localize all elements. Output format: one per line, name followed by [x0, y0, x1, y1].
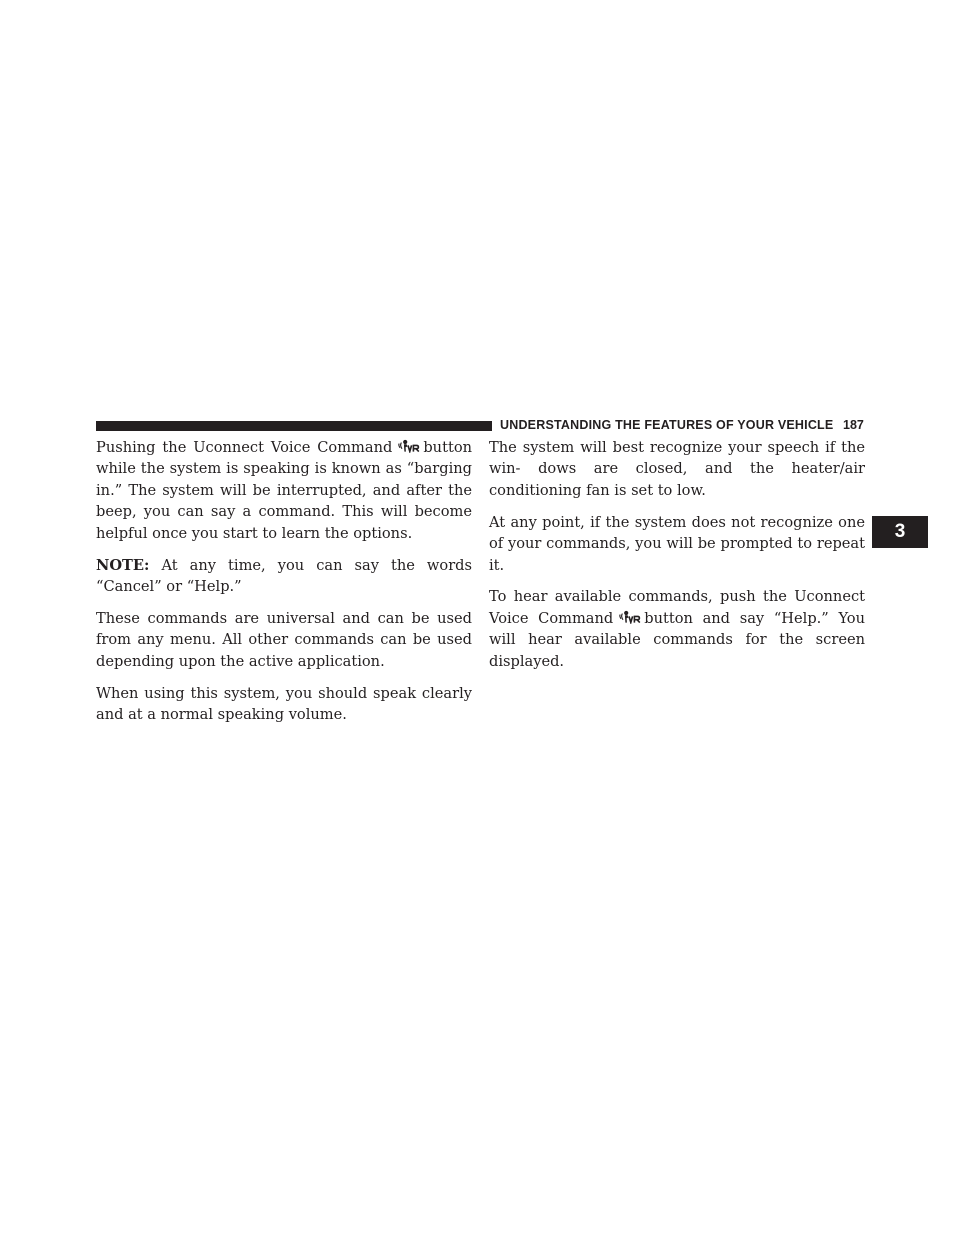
paragraph-text: button and say “Help.” You will hear available commands for the screen displayed.: [489, 609, 865, 670]
page-number: 187: [843, 418, 864, 432]
paragraph-universal-commands: These commands are universal and can be used from any menu. All other commands can be used depending upon the active application.: [96, 609, 472, 670]
paragraph-speak-clearly: When using this system, you should speak clearly and at a normal speaking volume.: [96, 684, 472, 723]
voice-command-icon: [618, 610, 642, 624]
paragraph-text: Pushing the Uconnect Voice Command: [96, 439, 393, 456]
voice-command-icon: [397, 439, 421, 453]
chapter-tab: 3: [872, 516, 928, 548]
paragraph-barging-in: [96, 437, 472, 544]
paragraph-recognize-speech: The system will best recognize your speech if the win- dows are closed, and the heater/air conditioning fan is set to low.: [489, 439, 865, 499]
right-column: [489, 437, 865, 683]
paragraph-repeat-prompt: At any point, if the system does not recognize one of your commands, you will be prompted to repeat it.: [489, 513, 865, 574]
header-rule: [96, 421, 492, 431]
left-column: [96, 437, 472, 736]
note-label: NOTE:: [96, 556, 150, 574]
paragraph-text: To hear available commands, push the Uconnect Voice Command: [489, 588, 865, 627]
paragraph-hear-commands: [489, 586, 865, 672]
paragraph-text: button while the system is speaking is known as “barging in.” The system will be interrupted, and after the beep, you can say a command. This will become helpful once you start to learn the options.: [96, 439, 472, 542]
paragraph-note: [96, 555, 472, 598]
note-text: At any time, you can say the words “Cancel” or “Help.”: [96, 556, 472, 595]
header-title: UNDERSTANDING THE FEATURES OF YOUR VEHICLE: [500, 418, 834, 432]
